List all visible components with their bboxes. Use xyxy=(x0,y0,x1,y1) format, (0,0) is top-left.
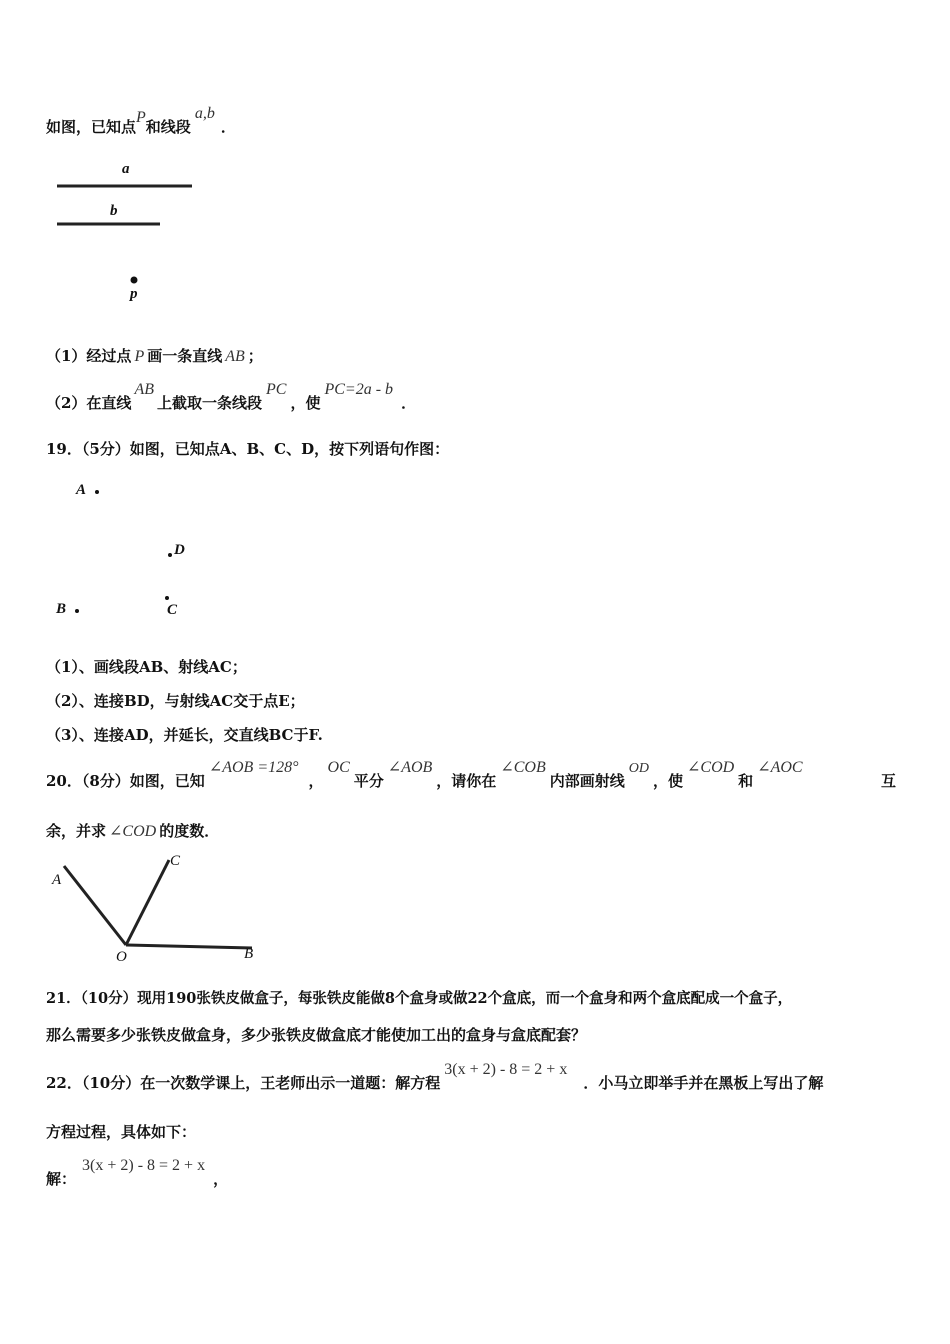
q20-comma: ， xyxy=(308,772,324,790)
q20-mutual: 互 xyxy=(881,772,897,790)
q20-label-a: A xyxy=(52,872,62,888)
q20-and: 和 xyxy=(738,772,754,790)
q18-step2-prefix: （2）在直线 xyxy=(46,394,132,412)
q22-solve-end: ， xyxy=(213,1170,229,1188)
q21-line1: 21．（10分）现用190张铁皮做盒子，每张铁皮能做8个盒身或做22个盒底，而一个盒身和两个盒底配成一个盒子， xyxy=(46,990,793,1007)
q18-step1-p: P xyxy=(134,348,145,365)
q20-angle-cod: ∠COD xyxy=(686,759,735,776)
q19-point-b-label: B xyxy=(56,601,67,617)
q18-step2-end: ． xyxy=(401,394,417,412)
label-b: b xyxy=(110,203,118,219)
q19-point-d-label: D xyxy=(174,542,185,558)
q20-make: ，使 xyxy=(652,772,683,790)
label-p: p xyxy=(130,286,138,302)
q20-oc: OC xyxy=(327,759,350,776)
q20-angle-aob: ∠AOB =128° xyxy=(208,759,299,776)
q18-step2-mid: 上截取一条线段 xyxy=(157,394,263,412)
q20-ask: ，请你在 xyxy=(436,772,497,790)
q22-equation: 3(x + 2) - 8 = 2 + x xyxy=(444,1061,568,1078)
q18-step2-ab: AB xyxy=(134,381,154,398)
q19-stem: 19．（5分）如图，已知点A、B、C、D，按下列语句作图： xyxy=(46,440,450,458)
ray-oc xyxy=(126,860,169,945)
ray-ob xyxy=(126,945,252,948)
q19-step2: （2）、连接BD，与射线AC交于点E； xyxy=(46,692,305,710)
q19-step1: （1）、画线段AB、射线AC； xyxy=(46,658,247,676)
q20-inside: 内部画射线 xyxy=(549,772,625,790)
intro-end: ． xyxy=(220,118,236,136)
q22-solution xyxy=(46,1157,229,1189)
q18-step2-equation: PC=2a - b xyxy=(324,381,394,398)
q18-step1-prefix: （1）经过点 xyxy=(46,347,132,365)
q22-solve-equation: 3(x + 2) - 8 = 2 + x xyxy=(82,1157,206,1174)
q20-line2-end: 的度数． xyxy=(159,822,220,840)
q18-step2-pc: PC xyxy=(266,381,287,398)
point-p-symbol: P xyxy=(136,109,146,126)
q19-point-a-label: A xyxy=(76,482,87,498)
q22-line2: 方程过程，具体如下： xyxy=(46,1123,197,1141)
q20-label-o: O xyxy=(116,949,127,965)
q22-prefix: 22．（10分）在一次数学课上，王老师出示一道题：解方程 xyxy=(46,1074,441,1092)
q20-line2-prefix: 余，并求 xyxy=(46,822,107,840)
q19-point-c-label: C xyxy=(167,602,178,618)
q20-angle-cod2: ∠COD xyxy=(109,823,157,840)
q21-line2: 那么需要多少张铁皮做盒身，多少张铁皮做盒底才能使加工出的盒身与盒底配套？ xyxy=(46,1026,587,1044)
q20-angle-cob: ∠COB xyxy=(500,759,546,776)
q18-step1-end: ； xyxy=(247,347,263,365)
q19-step3: （3）、连接AD，并延长，交直线BC于F. xyxy=(46,726,323,744)
q18-step2-comma: ，使 xyxy=(290,394,321,412)
segments-ab-symbol: a,b xyxy=(194,105,215,122)
q20-bisect: 平分 xyxy=(353,772,384,790)
q22-suffix: ．小马立即举手并在黑板上写出了解 xyxy=(583,1074,824,1092)
q20-label-c: C xyxy=(170,853,181,869)
q18-step1-mid: 画一条直线 xyxy=(147,347,223,365)
intro-mid: 和线段 xyxy=(145,118,191,136)
q20-angle-aoc: ∠AOC xyxy=(757,759,803,776)
q20-angle-aob2: ∠AOB xyxy=(387,759,433,776)
intro-prefix: 如图，已知点 xyxy=(46,118,137,136)
label-a: a xyxy=(122,161,130,177)
q20-label-b: B xyxy=(244,946,254,962)
q22-solve-label: 解： xyxy=(46,1170,77,1188)
ray-oa xyxy=(64,866,126,945)
q18-step1-ab: AB xyxy=(225,348,245,365)
q20-num: 20．（8分）如图，已知 xyxy=(46,772,205,790)
q22-line1 xyxy=(46,1061,824,1093)
q20-od: OD xyxy=(628,761,649,776)
